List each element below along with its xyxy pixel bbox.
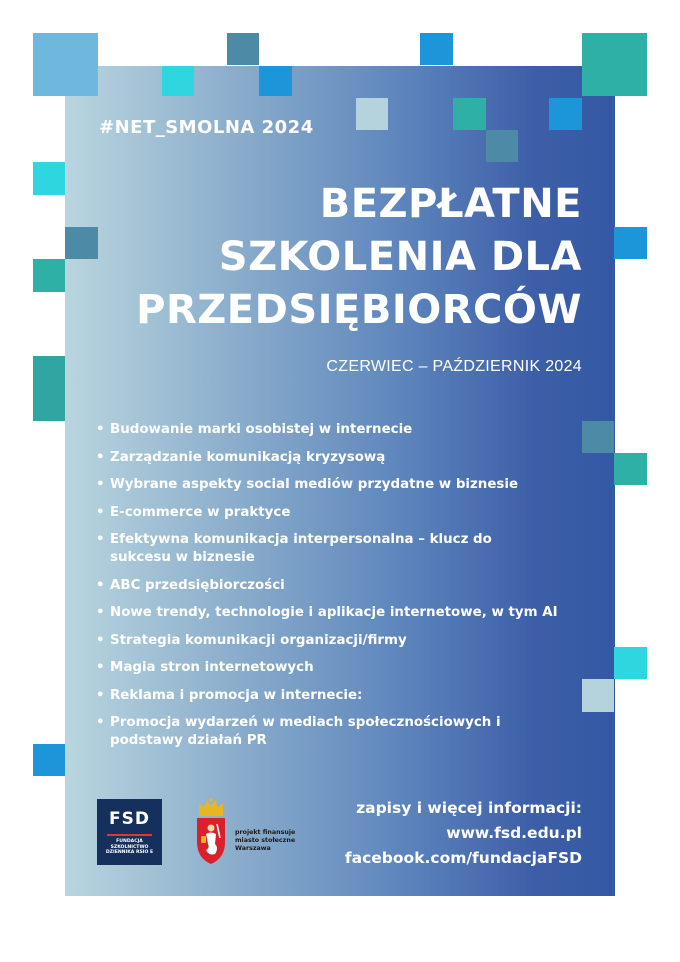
- page-title: [136, 178, 582, 337]
- decor-square: [33, 744, 65, 776]
- decor-square: [420, 33, 453, 65]
- crown-icon: [199, 798, 223, 816]
- decor-square: [549, 98, 582, 130]
- topic-item: • ABC przedsiębiorczości: [96, 577, 596, 595]
- topic-item: • E-commerce w praktyce: [96, 504, 596, 522]
- decor-square: [614, 647, 647, 679]
- decor-square: [33, 259, 65, 292]
- topic-item: • Zarządzanie komunikacją kryzysową: [96, 449, 596, 467]
- topic-item: • Wybrane aspekty social mediów przydatne w biznesie: [96, 476, 596, 494]
- topic-list: [96, 421, 596, 760]
- topic-item: • Reklama i promocja w internecie:: [96, 687, 596, 705]
- decor-square: [453, 98, 486, 130]
- title-line: SZKOLENIA DLA: [218, 234, 582, 280]
- decor-square: [614, 453, 647, 485]
- decor-square: [162, 66, 194, 96]
- fsd-logo-bar: [107, 834, 152, 836]
- website-link[interactable]: www.fsd.edu.pl: [446, 824, 582, 842]
- topic-item: • Nowe trendy, technologie i aplikacje internetowe, w tym AI: [96, 604, 596, 622]
- hashtag: #NET_SMOLNA 2024: [99, 117, 314, 138]
- decor-square: [65, 227, 98, 259]
- decor-square: [33, 33, 98, 96]
- contact-info: [345, 796, 582, 871]
- topic-item: • Strategia komunikacji organizacji/firmy: [96, 632, 596, 650]
- decor-square: [356, 98, 388, 130]
- facebook-link[interactable]: facebook.com/fundacjaFSD: [344, 849, 582, 867]
- date-range: CZERWIEC – PAŹDZIERNIK 2024: [326, 358, 582, 375]
- contact-heading: zapisy i więcej informacji:: [356, 799, 582, 817]
- fsd-logo: [97, 799, 162, 865]
- title-line: BEZPŁATNE: [319, 181, 582, 227]
- fsd-logo-fullname: FUNDACJA SZKOLNICTWO DZIENNIKA RSIO E: [105, 839, 154, 856]
- topic-item: • Efektywna komunikacja interpersonalna – klucz do sukcesu w biznesie: [96, 531, 530, 567]
- topic-item: • Magia stron internetowych: [96, 659, 596, 677]
- decor-square: [486, 130, 518, 162]
- topic-item: • Budowanie marki osobistej w internecie: [96, 421, 596, 439]
- fsd-logo-abbr: FSD: [109, 809, 150, 829]
- warsaw-coat-of-arms-icon: [193, 798, 229, 866]
- funding-note: projekt finansuje miasto stołeczne Warszawa: [235, 829, 296, 852]
- topic-item: • Promocja wydarzeń w mediach społecznościowych i podstawy działań PR: [96, 714, 530, 750]
- decor-square: [33, 162, 65, 195]
- decor-square: [33, 356, 65, 421]
- title-line: PRZEDSIĘBIORCÓW: [136, 287, 582, 333]
- decor-square: [227, 33, 259, 65]
- decor-square: [259, 66, 292, 96]
- decor-square: [582, 33, 647, 96]
- decor-square: [614, 227, 647, 259]
